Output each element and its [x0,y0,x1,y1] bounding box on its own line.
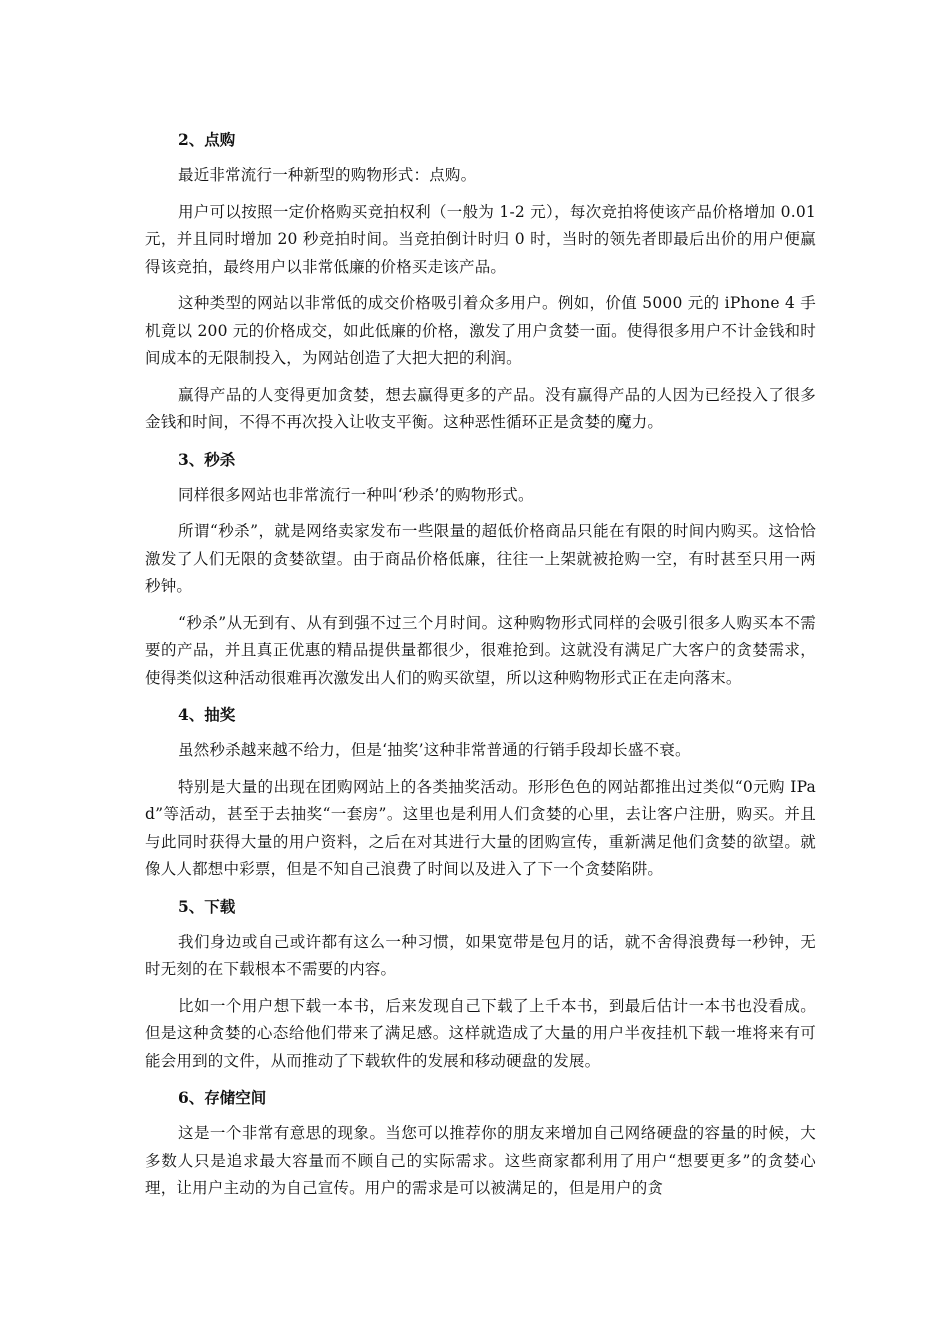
paragraph: 同样很多网站也非常流行一种叫‘秒杀’的购物形式。 [178,485,534,504]
paragraph: “秒杀”从无到有、从有到强不过三个月时间。这种购物形式同样的会吸引很多人购买本不需要的产品，并且真正优惠的精品提供量都很少，很难抢到。这就没有满足广大客户的贪婪需求，使得类似这种活动很难再次激发出人们的购买欲望，所以这种购物形式正在走向落末。 [145,613,816,687]
paragraph: 这是一个非常有意思的现象。当您可以推荐你的朋友来增加自己网络硬盘的容量的时候，大多数人只是追求最大容量而不顾自己的实际需求。这些商家都利用了用户“想要更多”的贪婪心理，让用户主动的为自己宣传。用户的需求是可以被满足的，但是用户的贪 [145,1124,816,1197]
section-heading: 6、存储空间 [178,1088,267,1107]
paragraph: 这种类型的网站以非常低的成交价格吸引着众多用户。例如，价值 5000 元的 iPhone 4 手机竟以 200 元的价格成交，如此低廉的价格，激发了用户贪婪一面。使得很多用户不计金钱和时间成本的无限制投入，为网站创造了大把大把的利润。 [145,294,816,367]
paragraph: 我们身边或自己或许都有这么一种习惯，如果宽带是包月的话，就不舍得浪费每一秒钟，无时无刻的在下载根本不需要的内容。 [145,932,816,978]
paragraph: 最近非常流行一种新型的购物形式：点购。 [178,166,477,184]
section-heading: 3、秒杀 [178,449,236,469]
section-storage-space [145,1084,816,1203]
paragraph: 赢得产品的人变得更加贪婪，想去赢得更多的产品。没有赢得产品的人因为已经投入了很多金钱和时间，不得不再次投入让收支平衡。这种恶性循环正是贪婪的魔力。 [145,385,816,431]
section-heading: 2、点购 [178,130,236,149]
section-dian-gou [145,126,816,437]
paragraph: 虽然秒杀越来越不给力，但是‘抽奖’这种非常普通的行销手段却长盛不衰。 [178,741,691,759]
paragraph: 比如一个用户想下载一本书，后来发现自己下载了上千本书，到最后估计一本书也没看成。但是这种贪婪的心态给他们带来了满足感。这样就造成了大量的用户半夜挂机下载一堆将来有可能会用到的文件，从而推动了下载软件的发展和移动硬盘的发展。 [145,996,816,1070]
section-chou-jiang [145,701,816,884]
paragraph: 特别是大量的出现在团购网站上的各类抽奖活动。形形色色的网站都推出过类似“0元购 IPad”等活动，甚至于去抽奖“一套房”。这里也是利用人们贪婪的心里，去让客户注册，购买。并且与此同时获得大量的用户资料，之后在对其进行大量的团购宣传，重新满足他们贪婪的欲望。就像人人都想中彩票，但是不知自己浪费了时间以及进入了下一个贪婪陷阱。 [145,777,816,878]
section-miao-sha [145,446,816,693]
paragraph: 所谓“秒杀”，就是网络卖家发布一些限量的超低价格商品只能在有限的时间内购买。这恰恰激发了人们无限的贪婪欲望。由于商品价格低廉，往往一上架就被抢购一空，有时甚至只用一两秒钟。 [145,522,816,595]
section-heading: 5、下载 [178,896,236,916]
section-xia-zai [145,893,816,1076]
section-heading: 4、抽奖 [178,705,236,724]
paragraph: 用户可以按照一定价格购买竞拍权利（一般为 1-2 元），每次竞拍将使该产品价格增加 0.01 元，并且同时增加 20 秒竞拍时间。当竞拍倒计时归 0 时，当时的领先者即最后出价的用户便赢得该竞拍，最终用户以非常低廉的价格买走该产品。 [145,202,816,276]
